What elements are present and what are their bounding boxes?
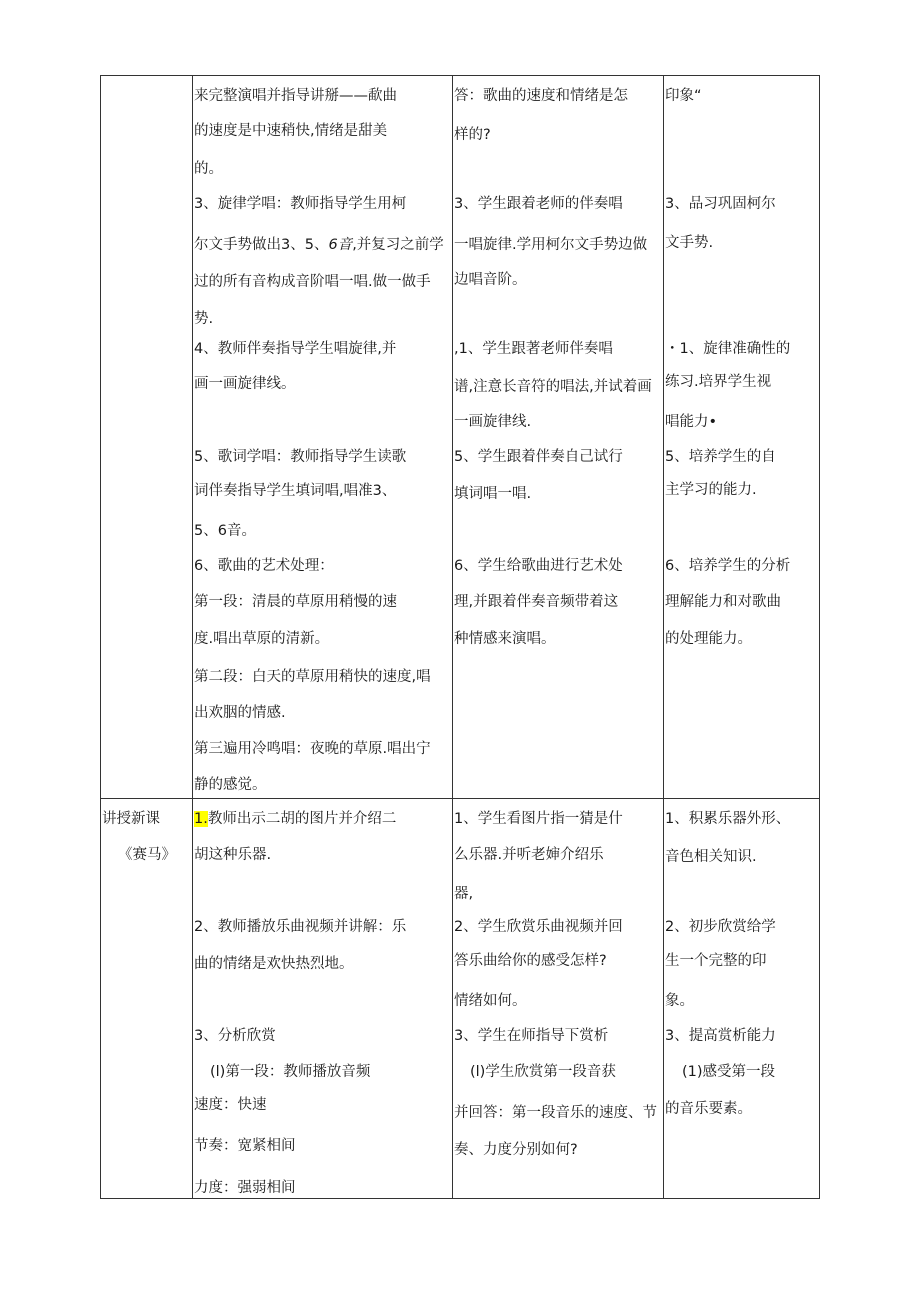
purpose-text: 象。 bbox=[665, 993, 694, 1009]
teacher-text: 静的感觉。 bbox=[194, 777, 267, 793]
teacher-text: 画一画旋律线。 bbox=[194, 376, 296, 392]
student-text: 6、学生给歌曲进行艺术处 bbox=[454, 558, 623, 574]
purpose-text: 文手势. bbox=[665, 235, 714, 251]
column-divider-2 bbox=[452, 75, 453, 1199]
teacher-text bbox=[194, 810, 396, 828]
teacher-text-part: ,并复习之前学 bbox=[352, 237, 444, 253]
student-text: 3、学生跟着老师的伴奏唱 bbox=[454, 196, 623, 212]
teacher-text: 的。 bbox=[194, 161, 223, 177]
student-text: 样的? bbox=[454, 127, 491, 143]
teacher-text-part: 教师出示二胡的图片并介绍二 bbox=[207, 811, 397, 827]
student-text: 一画旋律线. bbox=[454, 414, 532, 430]
student-text: ,1、学生跟著老师伴奏唱 bbox=[454, 341, 613, 357]
student-text: 奏、力度分别如何? bbox=[454, 1142, 578, 1158]
purpose-text: 的音乐要素。 bbox=[665, 1101, 752, 1117]
highlighted-number: 1. bbox=[194, 811, 208, 827]
teacher-text: 的速度是中速稍快,情绪是甜美 bbox=[194, 123, 388, 139]
teacher-text: 度.唱出草原的清新。 bbox=[194, 631, 330, 647]
column-divider-1 bbox=[192, 75, 193, 1199]
student-text: 边唱音阶。 bbox=[454, 272, 527, 288]
section-label-line1: 讲授新课 bbox=[102, 811, 160, 827]
student-text: 答：歌曲的速度和情绪是怎 bbox=[454, 88, 628, 104]
teacher-text: 来完整演唱并指导讲掰——歃曲 bbox=[194, 88, 397, 104]
student-text: 并回答：第一段音乐的速度、节 bbox=[454, 1105, 657, 1121]
student-text: 种情感来演唱。 bbox=[454, 631, 556, 647]
purpose-text: 5、培养学生的自 bbox=[665, 449, 776, 465]
student-text: (l)学生欣赏第一段音获 bbox=[470, 1064, 616, 1080]
teacher-text: 4、教师伴奏指导学生唱旋律,并 bbox=[194, 341, 397, 357]
student-text: 3、学生在师指导下赏析 bbox=[454, 1028, 609, 1044]
purpose-text: 音色相关知识. bbox=[665, 849, 757, 865]
student-text: 理,并跟着伴奏音频带着这 bbox=[454, 594, 619, 610]
row-divider bbox=[100, 798, 820, 799]
student-text: 2、学生欣赏乐曲视频并回 bbox=[454, 919, 623, 935]
purpose-text: 理解能力和对歌曲 bbox=[665, 594, 781, 610]
student-text: 答乐曲给你的感受怎样? bbox=[454, 953, 607, 969]
student-text: 器, bbox=[454, 886, 474, 902]
teacher-text: 速度：快速 bbox=[194, 1097, 267, 1113]
teacher-text bbox=[194, 236, 444, 254]
teacher-text: 曲的情绪是欢快热烈地。 bbox=[194, 956, 354, 972]
teacher-text-part: 尔文手势做出3、5、 bbox=[194, 237, 329, 253]
teacher-text: 第二段：白天的草原用稍快的速度,唱 bbox=[194, 669, 431, 685]
student-text: 么乐器.并听老婶介绍乐 bbox=[454, 847, 604, 863]
teacher-text: 过的所有音构成音阶唱一唱.做一做手 bbox=[194, 274, 431, 290]
purpose-text: 3、提高赏析能力 bbox=[665, 1028, 776, 1044]
teacher-text: 第三遍用冷鸣唱：夜晚的草原.唱出宁 bbox=[194, 741, 431, 757]
purpose-text: 的处理能力。 bbox=[665, 631, 752, 647]
student-text: 一唱旋律.学用柯尔文手势边做 bbox=[454, 237, 648, 253]
purpose-text: (1)感受第一段 bbox=[682, 1064, 776, 1080]
teacher-text: 3、旋律学唱：教师指导学生用柯 bbox=[194, 196, 407, 212]
purpose-text: 1、积累乐器外形、 bbox=[665, 811, 791, 827]
teacher-text: 势. bbox=[194, 311, 214, 327]
purpose-text: 印象“ bbox=[665, 88, 702, 104]
teacher-text: 5、歌词学唱：教师指导学生读歌 bbox=[194, 449, 407, 465]
teacher-text: 5、6音。 bbox=[194, 523, 256, 539]
teacher-text: 出欢胭的情感. bbox=[194, 705, 286, 721]
purpose-text: 主学习的能力. bbox=[665, 482, 757, 498]
teacher-text: 节奏：宽紧相间 bbox=[194, 1138, 296, 1154]
purpose-text: 唱能力• bbox=[665, 414, 718, 430]
teacher-text: 第一段：清晨的草原用稍慢的速 bbox=[194, 594, 397, 610]
section-label-line2: 《赛马》 bbox=[118, 847, 176, 863]
teacher-text: 6、歌曲的艺术处理： bbox=[194, 558, 334, 574]
teacher-text: 力度：强弱相间 bbox=[194, 1180, 296, 1196]
student-text: 5、学生跟着伴奏自己试行 bbox=[454, 449, 623, 465]
purpose-text: 练习.培界学生视 bbox=[665, 374, 772, 390]
teacher-text: (l)第一段：教师播放音频 bbox=[210, 1064, 371, 1080]
teacher-text: 2、教师播放乐曲视频并讲解：乐 bbox=[194, 919, 407, 935]
teacher-text: 胡这种乐器. bbox=[194, 847, 272, 863]
purpose-text: 2、初步欣赏给学 bbox=[665, 919, 776, 935]
teacher-text: 词伴奏指导学生填词唱,唱准3、 bbox=[194, 483, 397, 499]
column-divider-3 bbox=[663, 75, 664, 1199]
student-text: 1、学生看图片指一猜是什 bbox=[454, 811, 623, 827]
purpose-text: 3、品习巩固柯尔 bbox=[665, 196, 776, 212]
student-text: 情绪如何。 bbox=[454, 993, 527, 1009]
teacher-text: 3、分析欣赏 bbox=[194, 1028, 276, 1044]
student-text: 谱,注意长音符的唱法,并试着画 bbox=[454, 379, 652, 395]
purpose-text: 6、培养学生的分析 bbox=[665, 558, 791, 574]
purpose-text: 生一个完整的印 bbox=[665, 953, 767, 969]
teacher-text-italic: 6音 bbox=[328, 237, 353, 253]
student-text: 填词唱一唱. bbox=[454, 486, 532, 502]
purpose-text: ・1、旋律准确性的 bbox=[665, 341, 791, 357]
